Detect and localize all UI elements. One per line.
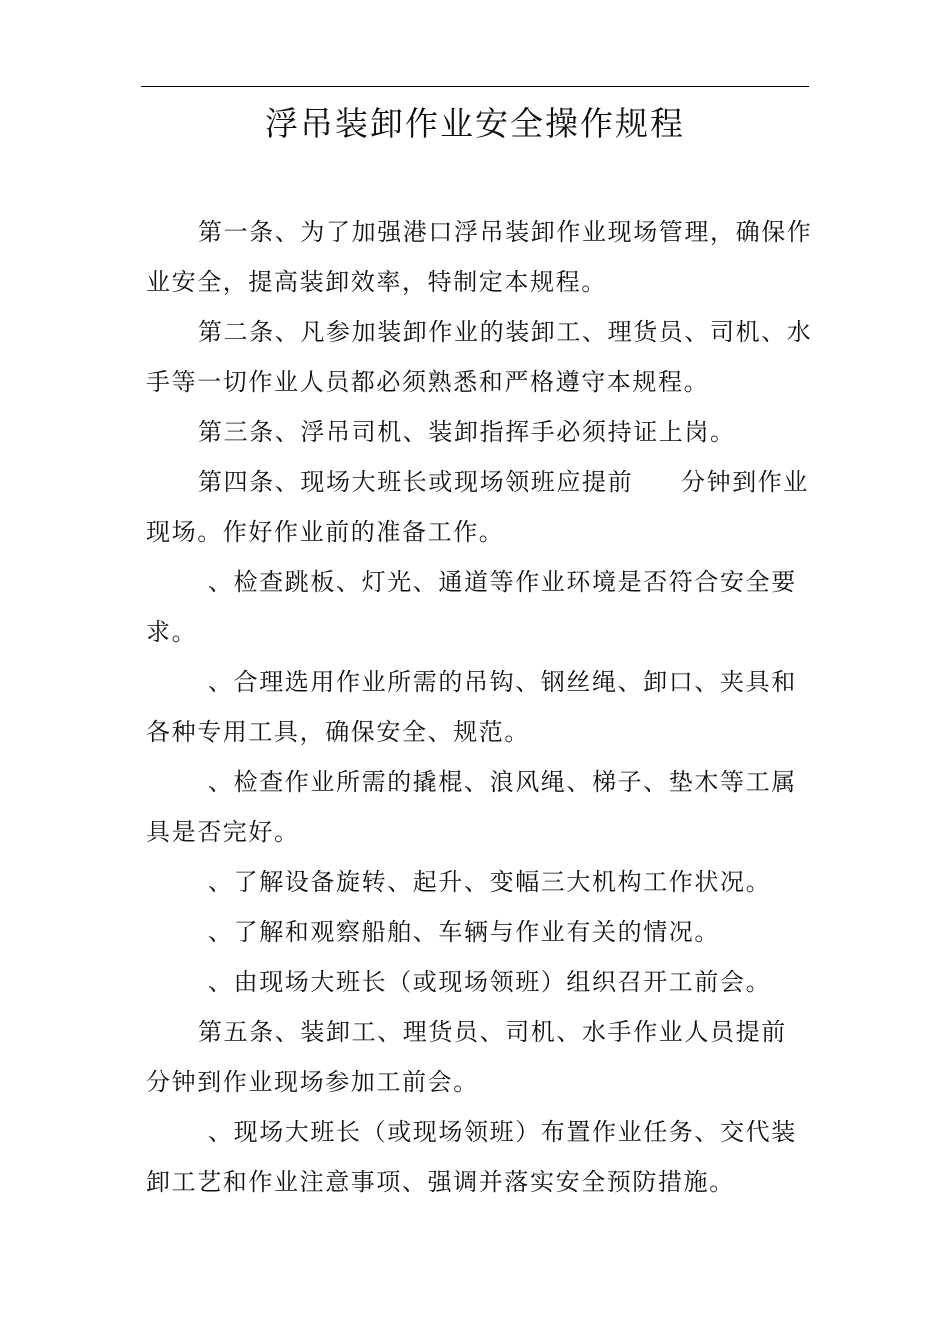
article-1-line-1: 第一条、为了加强港口浮吊装卸作业现场管理，确保作 — [198, 218, 813, 246]
article-2-line-2: 手等一切作业人员都必须熟悉和严格遵守本规程。 — [146, 368, 710, 396]
document-title: 浮吊装卸作业安全操作规程 — [265, 104, 685, 143]
article-4-line-2: 现场。作好作业前的准备工作。 — [146, 518, 505, 546]
item-assign-tasks-line-1: 、现场大班长（或现场领班）布置作业任务、交代装 — [208, 1118, 797, 1146]
item-check-equipment-line-2: 具是否完好。 — [146, 818, 300, 846]
item-check-environment-line-1: 、检查跳板、灯光、通道等作业环境是否符合安全要 — [208, 568, 797, 596]
item-pre-work-meeting: 、由现场大班长（或现场领班）组织召开工前会。 — [208, 968, 772, 996]
item-check-environment-line-2: 求。 — [146, 618, 198, 646]
article-4-line-1-part-b: 分钟到作业 — [681, 468, 809, 496]
article-3-line-1: 第三条、浮吊司机、装卸指挥手必须持证上岗。 — [198, 418, 736, 446]
article-4-line-1-part-a: 第四条、现场大班长或现场领班应提前 — [198, 468, 634, 496]
article-5-line-2: 分钟到作业现场参加工前会。 — [146, 1068, 479, 1096]
article-1-line-2: 业安全，提高装卸效率，特制定本规程。 — [146, 268, 607, 296]
item-assign-tasks-line-2: 卸工艺和作业注意事项、强调并落实安全预防措施。 — [146, 1168, 735, 1196]
item-select-tools-line-1: 、合理选用作业所需的吊钩、钢丝绳、卸口、夹具和 — [208, 668, 797, 696]
header-rule — [141, 86, 809, 87]
item-check-equipment-line-1: 、检查作业所需的撬棍、浪风绳、梯子、垫木等工属 — [208, 768, 797, 796]
article-5-line-1: 第五条、装卸工、理货员、司机、水手作业人员提前 — [198, 1018, 787, 1046]
item-select-tools-line-2: 各种专用工具，确保安全、规范。 — [146, 718, 530, 746]
article-2-line-1: 第二条、凡参加装卸作业的装卸工、理货员、司机、水 — [198, 318, 813, 346]
item-observe-vessels: 、了解和观察船舶、车辆与作业有关的情况。 — [208, 918, 720, 946]
item-understand-mechanisms: 、了解设备旋转、起升、变幅三大机构工作状况。 — [208, 868, 772, 896]
